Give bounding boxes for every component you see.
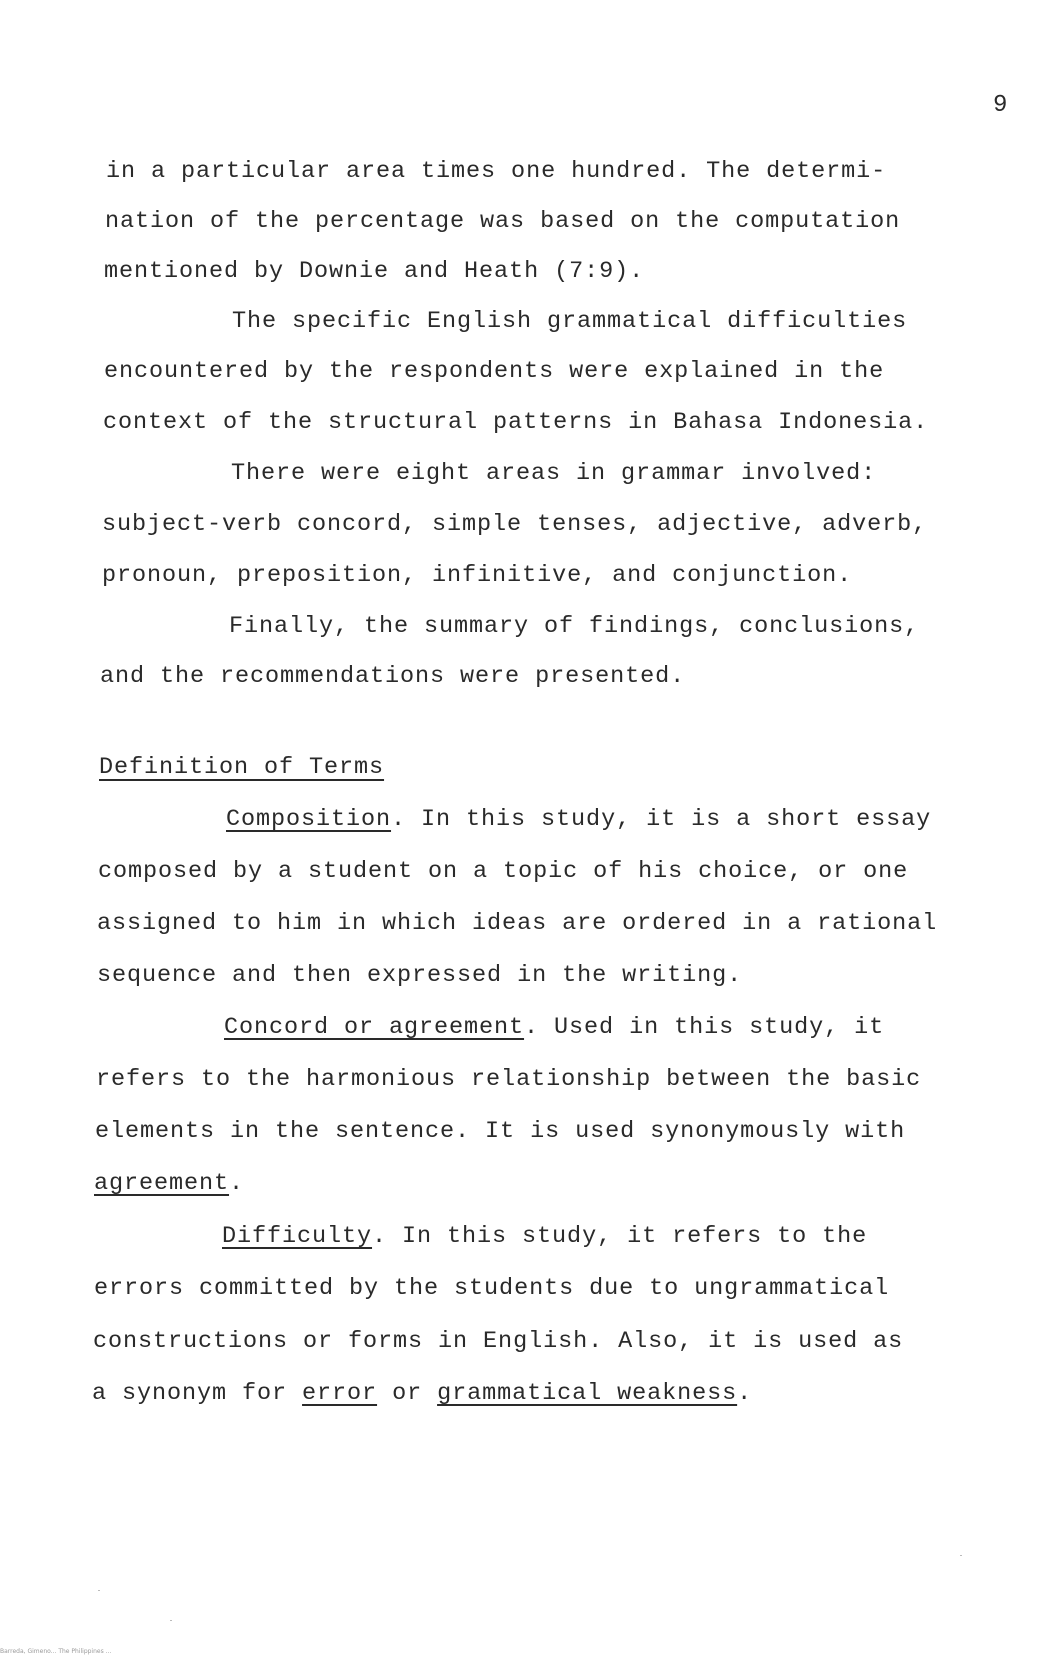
composition-line-1-rest: . In this study, it is a short essay [391,806,932,833]
p1-line-2: nation of the percentage was based on the computation [105,208,901,235]
p2-line-3: context of the structural patterns in Bahasa Indonesia. [103,409,929,436]
p1-line-3: mentioned by Downie and Heath (7:9). [104,258,645,285]
p4-line-1: Finally, the summary of findings, conclusions, [229,613,920,640]
concord-line-4-rest: . [229,1170,245,1197]
term-grammatical-weakness: grammatical weakness [437,1380,738,1407]
difficulty-line-4-rest: . [737,1380,753,1407]
scan-speck [170,1620,172,1621]
page-number: 9 [993,92,1008,119]
composition-line-3: assigned to him in which ideas are ordered in a rational [97,910,938,937]
composition-line-1 [226,806,931,833]
p3-line-2: subject-verb concord, simple tenses, adjective, adverb, [102,511,928,538]
p3-line-1: There were eight areas in grammar involved: [231,460,877,487]
p2-line-2: encountered by the respondents were explained in the [104,358,885,385]
scan-speck [98,1590,100,1591]
term-difficulty: Difficulty [222,1223,373,1250]
scan-footer: Barreda, Gimeno... The Philippines ... [0,1648,112,1655]
difficulty-line-4-pre: a synonym for [92,1380,303,1407]
concord-line-4 [94,1170,244,1197]
composition-line-4: sequence and then expressed in the writing. [97,962,743,989]
concord-line-1-rest: . Used in this study, it [524,1014,885,1041]
term-composition: Composition [226,806,392,833]
p3-line-3: pronoun, preposition, infinitive, and conjunction. [102,562,853,589]
difficulty-line-1-rest: . In this study, it refers to the [372,1223,868,1250]
p2-line-1: The specific English grammatical difficulties [232,308,908,335]
difficulty-line-4-mid: or [377,1380,438,1407]
difficulty-line-2: errors committed by the students due to ungrammatical [94,1275,890,1302]
composition-line-2: composed by a student on a topic of his choice, or one [98,858,909,885]
concord-line-1 [224,1014,884,1041]
concord-line-2: refers to the harmonious relationship between the basic [96,1066,922,1093]
section-heading: Definition of Terms [99,754,385,781]
difficulty-line-4 [92,1380,752,1407]
term-error: error [302,1380,378,1407]
concord-line-3: elements in the sentence. It is used synonymously with [95,1118,906,1145]
term-concord: Concord or agreement [224,1014,525,1041]
p4-line-2: and the recommendations were presented. [100,663,686,690]
difficulty-line-3: constructions or forms in English. Also, it is used as [93,1328,904,1355]
scan-speck [960,1555,962,1556]
difficulty-line-1 [222,1223,867,1250]
p1-line-1: in a particular area times one hundred. The determi- [106,158,887,185]
term-agreement: agreement [94,1170,230,1197]
